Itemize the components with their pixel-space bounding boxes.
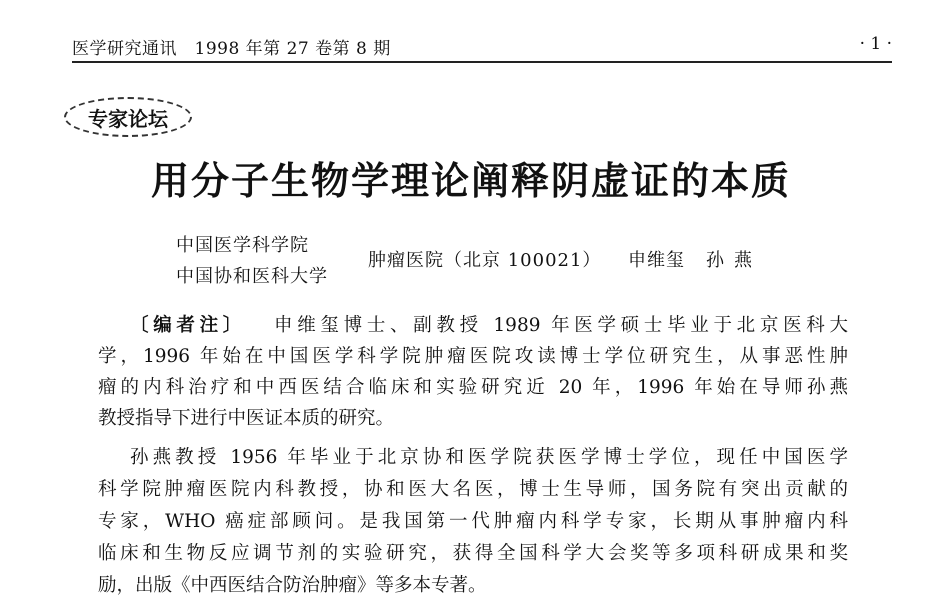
- column-tag-badge: [64, 97, 192, 137]
- journal-info: 医学研究通讯 1998 年第 27 卷第 8 期: [72, 39, 391, 59]
- author-name-1: 申维玺: [628, 250, 685, 271]
- paragraph-line: 专家，WHO 癌症部顾问。是我国第一代肿瘤内科学专家，长期从事肿瘤内科: [98, 511, 848, 532]
- page-header: [72, 29, 892, 63]
- hospital-affiliation: 肿瘤医院（北京 100021）: [368, 250, 602, 271]
- editor-note-text: 申维玺博士、副教授 1989 年医学硕士毕业于北京医科大: [274, 315, 848, 336]
- institution-line-1: 中国医学科学院: [176, 235, 309, 256]
- article-title: 用分子生物学理论阐释阴虚证的本质: [150, 159, 791, 203]
- author-name-2: 孙燕: [706, 250, 762, 271]
- editor-note-label: 〔编者注〕: [130, 315, 247, 336]
- page-number: · 1 ·: [859, 34, 892, 54]
- paragraph-line: 励，出版《中西医结合防治肿瘤》等多本专著。: [98, 575, 487, 596]
- paragraph-line: 科学院肿瘤医院内科教授，协和医大名医，博士生导师，国务院有突出贡献的: [98, 479, 848, 500]
- paragraph-line: 孙燕教授 1956 年毕业于北京协和医学院获医学博士学位，现任中国医学: [130, 447, 848, 468]
- institution-line-2: 中国协和医科大学: [176, 266, 328, 287]
- editor-note-line: 教授指导下进行中医证本质的研究。: [98, 408, 395, 429]
- paragraph-line: 临床和生物反应调节剂的实验研究，获得全国科学大会奖等多项科研成果和奖: [98, 543, 848, 564]
- editor-note-line: 学，1996 年始在中国医学科学院肿瘤医院攻读博士学位研究生，从事恶性肿: [98, 346, 848, 367]
- column-tag-label: 专家论坛: [88, 106, 168, 131]
- editor-note-line: [130, 315, 848, 337]
- editor-note-line: 瘤的内科治疗和中西医结合临床和实验研究近 20 年，1996 年始在导师孙燕: [98, 377, 848, 398]
